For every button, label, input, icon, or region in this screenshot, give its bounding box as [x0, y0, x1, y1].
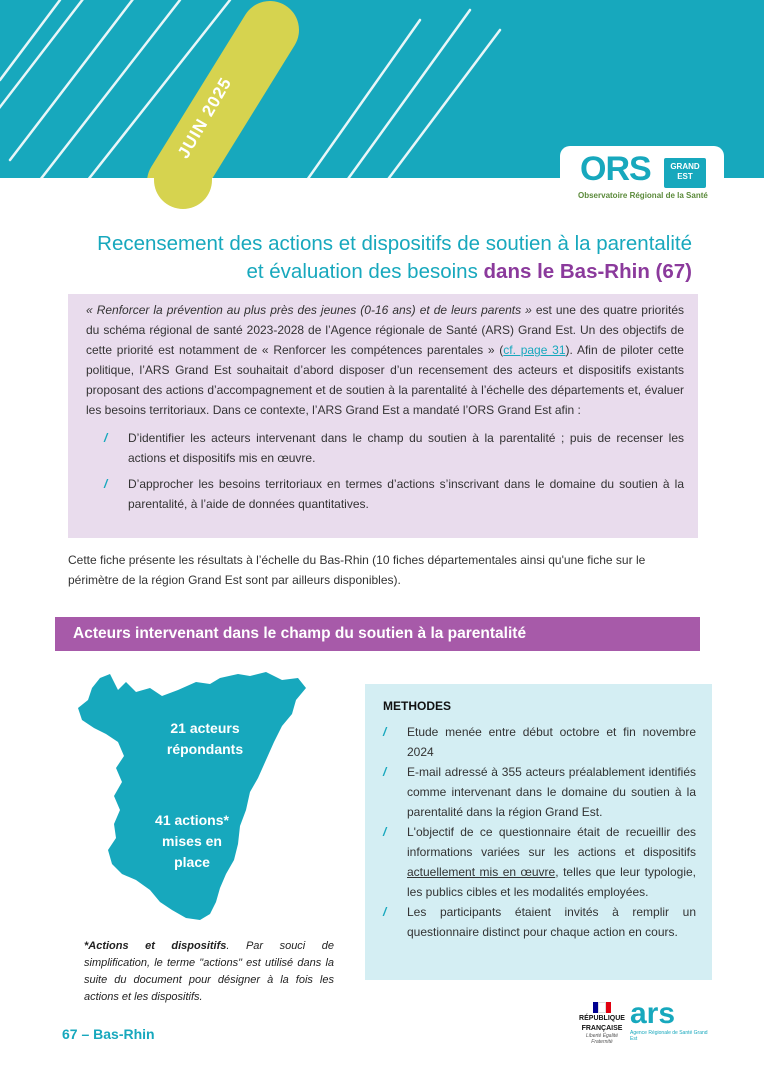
- date-label: JUIN 2025: [173, 73, 236, 162]
- title-department: dans le Bas-Rhin (67): [483, 260, 692, 283]
- intro-paragraph: « Renforcer la prévention au plus près des jeunes (0-16 ans) et de leurs parents » est une des quatre priorités du schéma régional de santé 2023-2028 de l’Agence régionale de Santé (ARS) Grand Est. Un des objectifs de cette priorité est notamment de « Renforcer les compétences parentales » (cf. page 31). Afin de piloter cette politique, l’ARS Grand Est souhaitait d’abord disposer d’un recensement des acteurs et dispositifs existants proposant des actions d’accompagnement et de soutien à la parentalité à l’échelle des départements et, évaluer les besoins territoriaux. Dans ce contexte, l’ARS Grand Est a mandaté l’ORS Grand Est afin :: [86, 303, 684, 417]
- map-label-actors: 21 acteurs répondants: [166, 720, 244, 757]
- footnote: *Actions et dispositifs. Par souci de simplification, le terme "actions" est utilisé dans la suite du document pour désigner à la fois les actions et les dispositifs.: [84, 940, 334, 1003]
- title-line2: et évaluation des besoins dans le Bas-Rhin (67): [246, 260, 692, 283]
- list-item: / D’identifier les acteurs intervenant dans le champ du soutien à la parentalité ; puis de recenser les actions et dispositifs mis en œuvre.: [86, 428, 684, 468]
- french-flag-icon: [593, 1002, 611, 1013]
- slash-bullet-icon: /: [383, 825, 387, 839]
- objectives-list: [86, 428, 684, 514]
- ars-logo: [630, 998, 710, 1048]
- list-item: / Les participants étaient invités à remplir un questionnaire distinct pour chaque action en cours.: [383, 902, 696, 942]
- section-header: Acteurs intervenant dans le champ du soutien à la parentalité: [55, 617, 700, 651]
- yellow-stripe-tail: [0, 178, 300, 218]
- list-item: / L'objectif de ce questionnaire était de recueillir des informations variées sur les actions et dispositifs actuellement mis en œuvre, telles que leur typologie, les publics cibles et les modalités employées.: [383, 822, 696, 902]
- slash-bullet-icon: /: [104, 431, 108, 445]
- footer-department: 67 – Bas-Rhin: [62, 1026, 155, 1042]
- summary-paragraph: Cette fiche présente les résultats à l’échelle du Bas-Rhin (10 fiches départementales ainsi qu'une fiche sur le périmètre de la région Grand Est sont par ailleurs disponibles).: [68, 553, 646, 587]
- page-title: [97, 230, 692, 286]
- methods-box: [365, 684, 712, 980]
- intro-box: [68, 294, 698, 538]
- slash-bullet-icon: /: [383, 765, 387, 779]
- slash-bullet-icon: /: [383, 725, 387, 739]
- ars-logo-text: ars: [630, 997, 676, 1030]
- republique-francaise-logo: RÉPUBLIQUE FRANÇAISE Liberté Égalité Fraternité: [576, 1002, 628, 1050]
- ars-logo-subtitle: Agence Régionale de Santé Grand Est: [630, 1030, 708, 1042]
- bas-rhin-map: [70, 670, 340, 930]
- intro-quote: « Renforcer la prévention au plus près des jeunes (0-16 ans) et de leurs parents »: [86, 303, 532, 317]
- list-item: / Etude menée entre début octobre et fin novembre 2024: [383, 722, 696, 762]
- title-line1: Recensement des actions et dispositifs de soutien à la parentalité: [97, 232, 692, 255]
- methods-title: METHODES: [383, 699, 452, 713]
- ors-logo: [560, 146, 724, 206]
- slash-bullet-icon: /: [383, 905, 387, 919]
- page-link[interactable]: cf. page 31: [503, 343, 566, 357]
- map-label-actions: 41 actions* mises en place: [155, 812, 229, 870]
- slash-bullet-icon: /: [104, 477, 108, 491]
- list-item: / D’approcher les besoins territoriaux en termes d’actions s’inscrivant dans le domaine du soutien à la parentalité, à l’aide de données quantitatives.: [86, 474, 684, 514]
- ors-logo-text: ORS: [580, 150, 651, 188]
- methods-list: [383, 722, 696, 942]
- list-item: / E-mail adressé à 355 acteurs préalablement identifiés comme intervenant dans le domaine du soutien à la parentalité dans la région Grand Est.: [383, 762, 696, 822]
- ors-logo-region: GRAND EST: [664, 158, 706, 188]
- ors-logo-subtitle: Observatoire Régional de la Santé: [578, 191, 708, 200]
